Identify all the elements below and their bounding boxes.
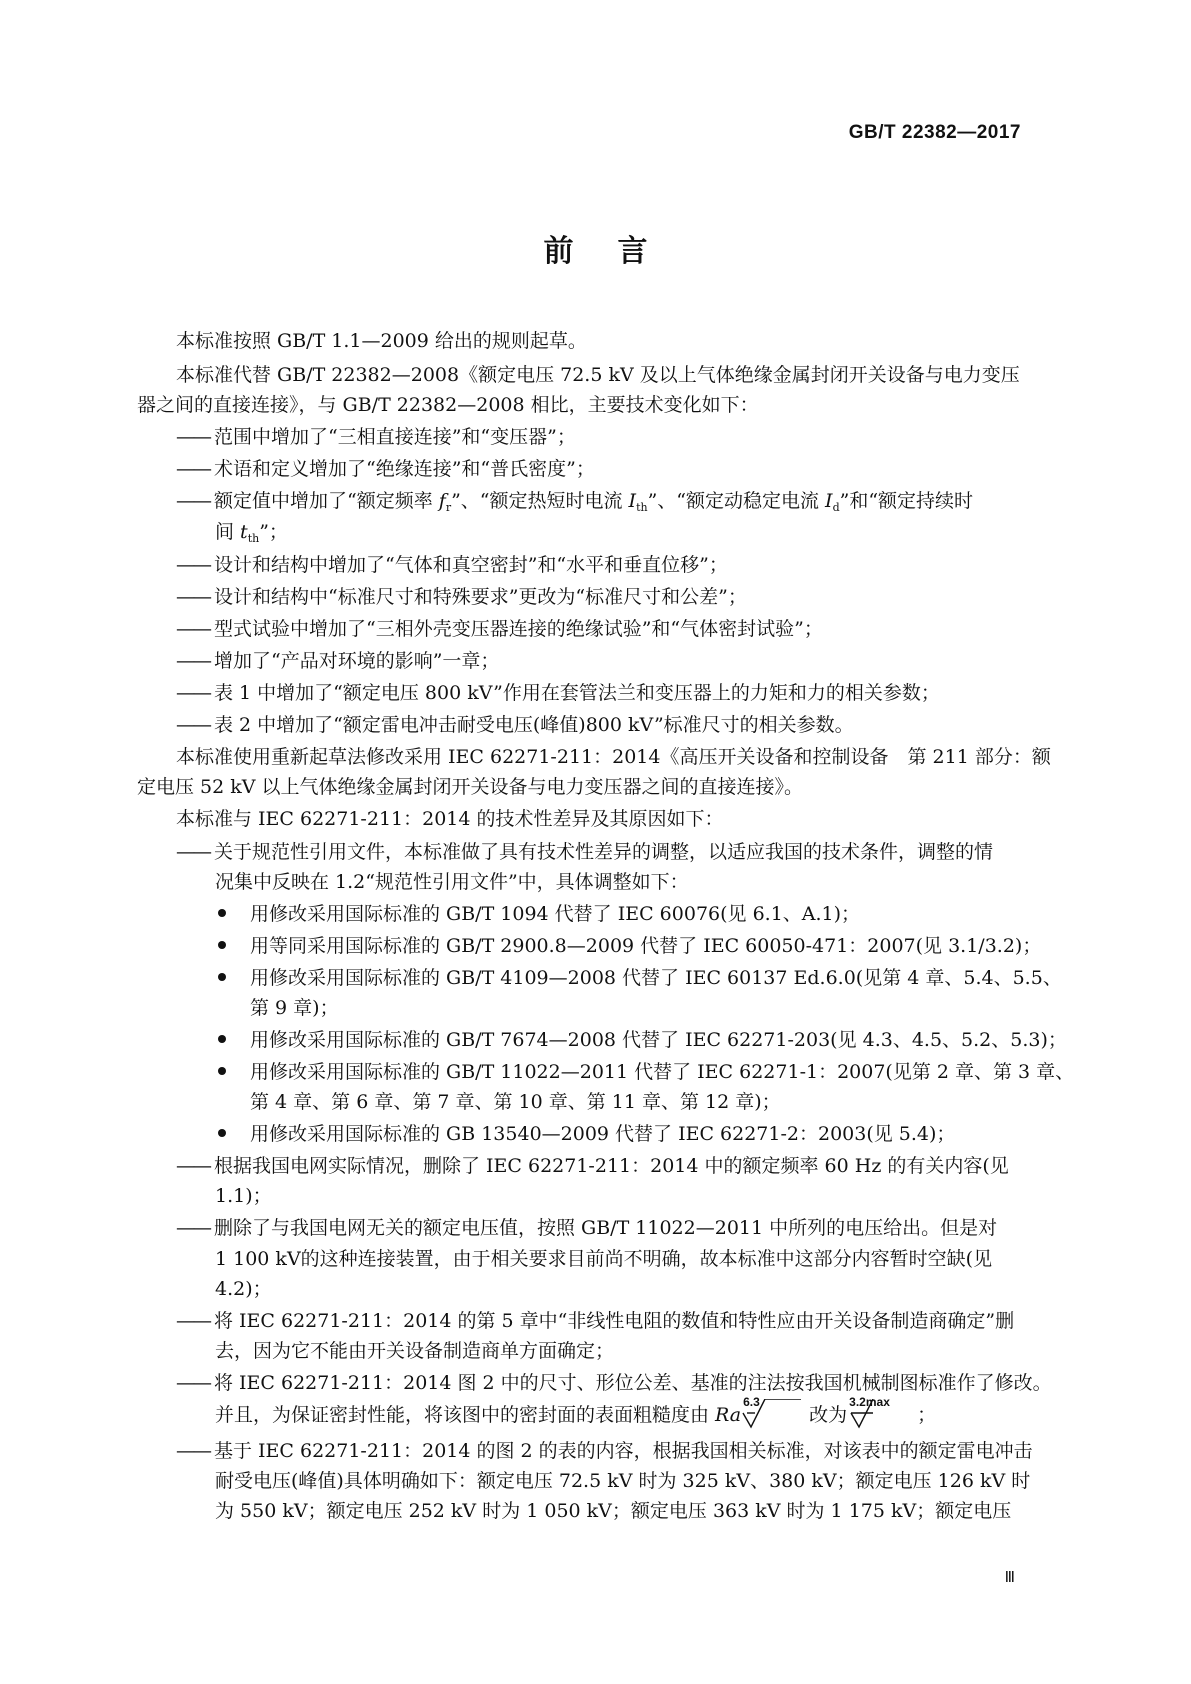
paragraph: 本标准按照 GB/T 1.1—2009 给出的规则起草。	[176, 330, 587, 352]
bullet-item: 用修改采用国际标准的 GB/T 1094 代替了 IEC 60076(见 6.1、A.1)；	[218, 901, 860, 927]
difference-item: —— 将 IEC 62271-211：2014 的第 5 章中“非线性电阻的数值和特性应由开关设备制造商确定”删	[176, 1310, 1015, 1332]
difference-item-continuation: 并且，为保证密封性能，将该图中的密封面的表面粗糙度由 Ra 6.3 改为 3.2max ；	[215, 1402, 936, 1429]
difference-item-continuation: 耐受电压(峰值)具体明确如下：额定电压 72.5 kV 时为 325 kV、380 kV；额定电压 126 kV 时	[215, 1470, 1031, 1492]
paragraph: 本标准使用重新起草法修改采用 IEC 62271-211：2014《高压开关设备和控制设备 第 211 部分：额	[176, 746, 1051, 768]
paragraph-continuation: 器之间的直接连接》，与 GB/T 22382—2008 相比，主要技术变化如下：	[137, 394, 759, 416]
difference-item-continuation: 1.1)；	[215, 1185, 272, 1207]
bullet-marker	[218, 1027, 250, 1053]
change-item: —— 术语和定义增加了“绝缘连接”和“普氏密度”；	[176, 458, 595, 480]
bullet-item: 用等同采用国际标准的 GB/T 2900.8—2009 代替了 IEC 60050-471：2007(见 3.1/3.2)；	[218, 933, 1041, 959]
change-item-continuation: 间 $t_{th}$”；	[215, 521, 288, 545]
difference-item: —— 根据我国电网实际情况，删除了 IEC 62271-211：2014 中的额定频率 60 Hz 的有关内容(见	[176, 1155, 1009, 1177]
change-item: —— 表 1 中增加了“额定电压 800 kV”作用在套管法兰和变压器上的力矩和力的相关参数；	[176, 682, 940, 704]
bullet-marker	[218, 965, 250, 991]
bullet-item: 用修改采用国际标准的 GB/T 4109—2008 代替了 IEC 60137 Ed.6.0(见第 4 章、5.4、5.5、	[218, 965, 1062, 991]
bullet-marker	[218, 933, 250, 959]
difference-item: —— 删除了与我国电网无关的额定电压值，按照 GB/T 11022—2011 中所列的电压给出。但是对	[176, 1217, 998, 1239]
change-item: —— 范围中增加了“三相直接连接”和“变压器”；	[176, 426, 576, 448]
paragraph: 本标准代替 GB/T 22382—2008《额定电压 72.5 kV 及以上气体绝缘金属封闭开关设备与电力变压	[176, 364, 1020, 386]
difference-item: —— 基于 IEC 62271-211：2014 的图 2 的表的内容，根据我国相关标准，对该表中的额定雷电冲击	[176, 1440, 1033, 1462]
dash-marker: ——	[176, 426, 210, 448]
surface-roughness-icon: 6.3	[741, 1403, 803, 1429]
bullet-item-continuation: 第 9 章)；	[250, 997, 339, 1019]
difference-item-continuation: 1 100 kV的这种连接装置，由于相关要求目前尚不明确，故本标准中这部分内容暂时空缺(见	[215, 1248, 993, 1270]
bullet-marker	[218, 901, 250, 927]
bullet-item: 用修改采用国际标准的 GB/T 7674—2008 代替了 IEC 62271-203(见 4.3、4.5、5.2、5.3)；	[218, 1027, 1067, 1053]
dash-marker: ——	[176, 1217, 210, 1239]
dash-marker: ——	[176, 618, 210, 640]
standard-code: GB/T 22382—2017	[848, 122, 1021, 143]
dash-marker: ——	[176, 1155, 210, 1177]
dash-marker: ——	[176, 1310, 210, 1332]
change-item: —— 设计和结构中增加了“气体和真空密封”和“水平和垂直位移”；	[176, 554, 728, 576]
page-number: Ⅲ	[1004, 1570, 1015, 1586]
dash-marker: ——	[176, 490, 210, 512]
difference-item-continuation: 4.2)；	[215, 1278, 272, 1300]
difference-item: —— 将 IEC 62271-211：2014 图 2 中的尺寸、形位公差、基准的注法按我国机械制图标准作了修改。	[176, 1372, 1052, 1394]
difference-item-continuation: 为 550 kV；额定电压 252 kV 时为 1 050 kV；额定电压 363 kV 时为 1 175 kV；额定电压	[215, 1500, 1012, 1522]
dash-marker: ——	[176, 682, 210, 704]
dash-marker: ——	[176, 714, 210, 736]
bullet-item: 用修改采用国际标准的 GB/T 11022—2011 代替了 IEC 62271-1：2007(见第 2 章、第 3 章、	[218, 1059, 1074, 1085]
dash-marker: ——	[176, 1372, 210, 1394]
change-item: —— 表 2 中增加了“额定雷电冲击耐受电压(峰值)800 kV”标准尺寸的相关参数。	[176, 714, 854, 736]
paragraph-continuation: 定电压 52 kV 以上气体绝缘金属封闭开关设备与电力变压器之间的直接连接》。	[137, 776, 804, 798]
dash-marker: ——	[176, 554, 210, 576]
change-item: —— 额定值中增加了“额定频率 $f_r$”、“额定热短时电流 $I_{th}$”、“额定动稳定电流 $I_d$”和“额定持续时	[176, 490, 974, 514]
paragraph: 本标准与 IEC 62271-211：2014 的技术性差异及其原因如下：	[176, 808, 724, 830]
bullet-marker	[218, 1059, 250, 1085]
dash-marker: ——	[176, 650, 210, 672]
difference-item: —— 关于规范性引用文件，本标准做了具有技术性差异的调整，以适应我国的技术条件，调整的情	[176, 841, 994, 863]
change-item: —— 设计和结构中“标准尺寸和特殊要求”更改为“标准尺寸和公差”；	[176, 586, 747, 608]
change-item: —— 增加了“产品对环境的影响”一章；	[176, 650, 500, 672]
page-title: 前言	[543, 234, 692, 269]
dash-marker: ——	[176, 458, 210, 480]
dash-marker: ——	[176, 586, 210, 608]
bullet-item-continuation: 第 4 章、第 6 章、第 7 章、第 10 章、第 11 章、第 12 章)；	[250, 1091, 781, 1113]
difference-item-continuation: 去，因为它不能由开关设备制造商单方面确定；	[215, 1340, 615, 1362]
change-item: —— 型式试验中增加了“三相外壳变压器连接的绝缘试验”和“气体密封试验”；	[176, 618, 823, 640]
difference-item-continuation: 况集中反映在 1.2“规范性引用文件”中，具体调整如下：	[215, 871, 689, 893]
surface-roughness-icon: 3.2max	[847, 1403, 917, 1429]
bullet-marker	[218, 1121, 250, 1147]
bullet-item: 用修改采用国际标准的 GB 13540—2009 代替了 IEC 62271-2：2003(见 5.4)；	[218, 1121, 955, 1147]
dash-marker: ——	[176, 1440, 210, 1462]
dash-marker: ——	[176, 841, 210, 863]
